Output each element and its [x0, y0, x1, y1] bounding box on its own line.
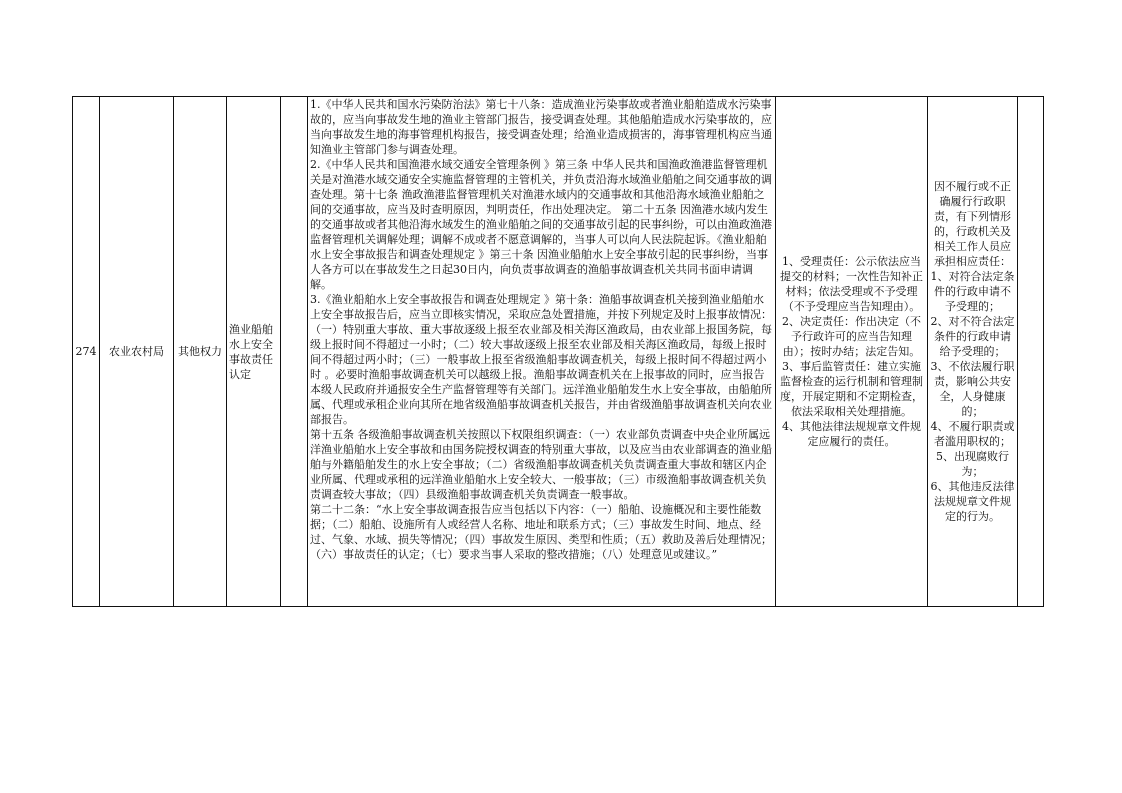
row-number: 274 — [73, 97, 100, 607]
duty-item: 2、决定责任：作出决定（不予行政许可的应当告知理由）；按时办结；法定告知。 — [782, 315, 921, 358]
remark-cell — [1018, 97, 1044, 607]
duty-item: 1、受理责任：公示依法应当提交的材料；一次性告知补正材料；依法受理或不予受理（不予受理应当告知理由）。 — [780, 255, 923, 313]
power-list-table — [72, 96, 1044, 607]
accountability-item: 3、不依法履行职责，影响公共安全，人身健康的； — [930, 360, 1015, 418]
legal-basis-paragraph: 第二十二条：“水上安全事故调查报告应当包括以下内容：（一）船舶、设施概况和主要性能数据；（二）船舶、设施所有人或经营人名称、地址和联系方式；（三）事故发生时间、地点、经过、气象、水域、损失等情况；（四）事故发生原因、类型和性质；（五）救助及善后处理情况；（六）事故责任的认定；（七）要求当事人采取的整改措施；（八）处理意见或建议。” — [310, 503, 772, 561]
legal-basis-paragraph: 第十五条 各级渔船事故调查机关按照以下权限组织调查：（一）农业部负责调查中央企业所属远洋渔业船舶水上安全事故和由国务院授权调查的特别重大事故，以及应当由农业部调查的渔业船舶与外籍船舶发生的水上安全事故；（二）省级渔船事故调查机关负责调查重大事故和辖区内企业所属、代理或承租的远洋渔业船舶水上安全较大、一般事故；（三）市级渔船事故调查机关负责调查较大事故；（四）县级渔船事故调查机关负责调查一般事故。 — [310, 428, 772, 501]
empty-cell — [281, 97, 308, 607]
duty-item: 3、事后监管责任：建立实施监督检查的运行机制和管理制度，开展定期和不定期检查，依法采取相关处理措施。 — [780, 360, 923, 418]
accountability-item: 2、对不符合法定条件的行政申请给予受理的； — [930, 315, 1015, 358]
accountability-item: 4、不履行职责或者滥用职权的； — [930, 420, 1015, 448]
power-type-cell: 其他权力 — [174, 97, 227, 607]
accountability-item: 1、对符合法定条件的行政申请不予受理的； — [930, 270, 1015, 313]
duties-cell — [776, 97, 928, 607]
legal-basis-paragraph: 3.《渔业船舶水上安全事故报告和调查处理规定 》第十条：渔船事故调查机关接到渔业船舶水上安全事故报告后，应当立即核实情况，采取应急处置措施，并按下列规定及时上报事故情况：（一）特别重大事故、重大事故逐级上报至农业部及相关海区渔政局，由农业部上报国务院，每级上报时间不得超过一小时；（二）较大事故逐级上报至农业部及相关海区渔政局，每级上报时间不得超过两小时；（三）一般事故上报至省级渔船事故调查机关，每级上报时间不得超过两小时 。必要时渔船事故调查机关可以越级上报。渔船事故调查机关在上报事故的同时，应当报告本级人民政府并通报安全生产监督管理等有关部门。远洋渔业船舶发生水上安全事故，由船舶所属、代理或承租企业向其所在地省级渔船事故调查机关报告，并由省级渔船事故调查机关向农业部报告。 — [310, 293, 772, 426]
legal-basis-paragraph: 2.《中华人民共和国渔港水域交通安全管理条例 》第三条 中华人民共和国渔政渔港监督管理机关是对渔港水域交通安全实施监督管理的主管机关，并负责沿海水域渔业船舶之间交通事故的调查处理。第十七条 渔政渔港监督管理机关对渔港水域内的交通事故和其他沿海水域渔业船舶之间的交通事故，应当及时查明原因，判明责任，作出处理决定。 第二十五条 因渔港水域内发生的交通事故或者其他沿海水域发生的渔业船舶之间的交通事故引起的民事纠纷，可以由渔政渔港监督管理机关调解处理；调解不成或者不愿意调解的，当事人可以向人民法院起诉。《渔业船舶水上安全事故报告和调查处理规定 》第三十条 因渔业船舶水上安全事故引起的民事纠纷，当事人各方可以在事故发生之日起30日内，向负责事故调查的渔船事故调查机关共同书面申请调解。 — [310, 158, 772, 291]
department-cell: 农业农村局 — [100, 97, 174, 607]
legal-basis-cell — [308, 97, 776, 607]
item-name-cell: 渔业船舶水上安全事故责任认定 — [227, 97, 281, 607]
table-row — [73, 97, 1044, 607]
legal-basis-paragraph: 1.《中华人民共和国水污染防治法》第七十八条：造成渔业污染事故或者渔业船舶造成水污染事故的，应当向事故发生地的渔业主管部门报告，接受调查处理。其他船舶造成水污染事故的，应当向事故发生地的海事管理机构报告，接受调查处理；给渔业造成损害的，海事管理机构应当通知渔业主管部门参与调查处理。 — [310, 98, 772, 156]
accountability-item: 5、出现腐败行为； — [936, 450, 1009, 478]
accountability-cell — [928, 97, 1018, 607]
accountability-item: 6、其他违反法律法规规章文件规定的行为。 — [930, 480, 1015, 523]
accountability-item: 因不履行或不正确履行行政职责，有下列情形的，行政机关及相关工作人员应承担相应责任： — [934, 180, 1011, 268]
duty-item: 4、其他法律法规规章文件规定应履行的责任。 — [782, 420, 921, 448]
